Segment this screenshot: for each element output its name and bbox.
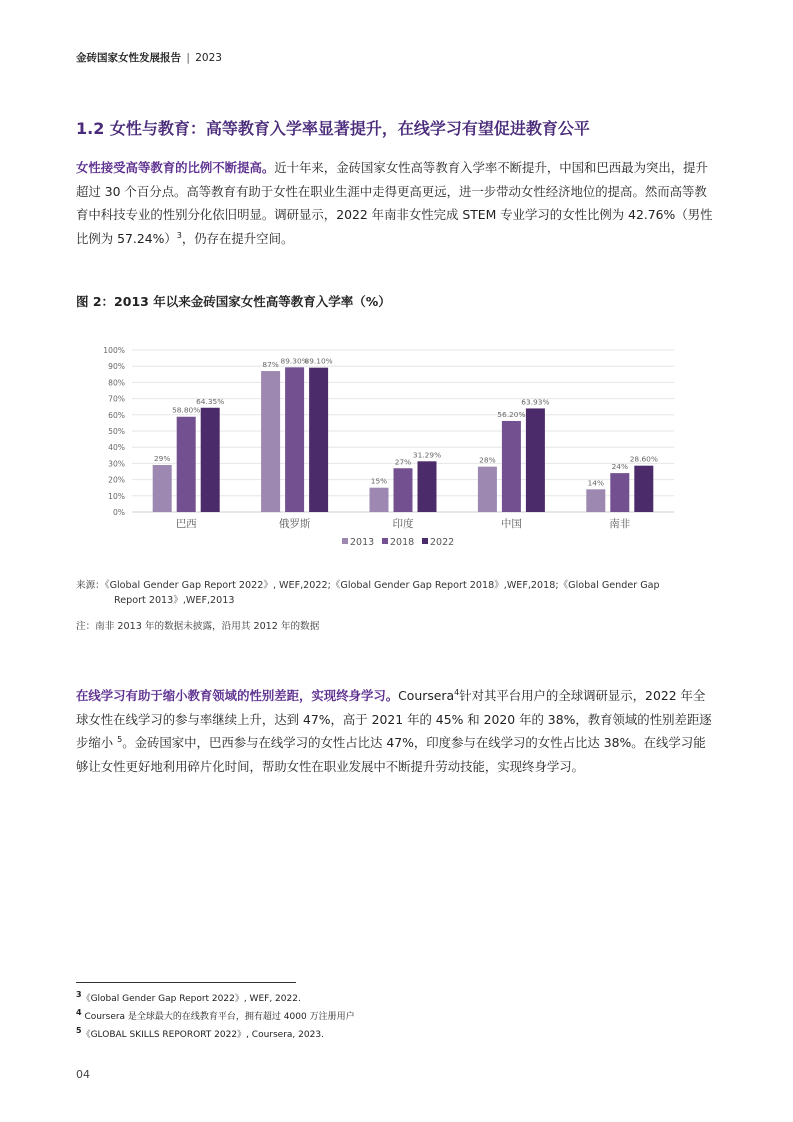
paragraph-coursera: Coursera xyxy=(398,688,455,703)
y-tick-label: 10% xyxy=(108,491,125,501)
source-line-2: Report 2013》,WEF,2013 xyxy=(114,595,235,606)
chart-bar xyxy=(285,367,304,512)
footnote-text: 《Global Gender Gap Report 2022》, WEF, 2022. xyxy=(81,994,301,1004)
chart-bar xyxy=(309,368,328,512)
footnote-divider xyxy=(76,982,296,983)
page-header xyxy=(76,50,222,65)
chart-bar xyxy=(394,468,413,512)
legend-swatch xyxy=(342,538,348,544)
y-tick-label: 20% xyxy=(108,475,125,485)
data-label: 29% xyxy=(153,454,171,464)
chart-bar xyxy=(586,489,605,512)
y-tick-label: 70% xyxy=(108,394,125,404)
paragraph-tail: 。金砖国家中，巴西参与在线学习的女性占比达 47%，印度参与在线学习的女性占比达 38%。在线学习能够让女性更好地利用碎片化时间，帮助女性在职业发展中不断提升劳动技能，实现终身学习。 xyxy=(76,735,706,774)
data-label: 15% xyxy=(370,476,388,486)
header-separator: | xyxy=(186,52,190,64)
footnote-text: Coursera 是全球最大的在线教育平台，拥有超过 4000 万注册用户 xyxy=(81,1012,355,1022)
legend-swatch xyxy=(422,538,428,544)
y-tick-label: 60% xyxy=(108,410,125,420)
chart-bar xyxy=(502,421,521,512)
chart-legend xyxy=(342,537,454,548)
paragraph-tail: ，仍存在提升空间。 xyxy=(181,230,294,246)
chart-bar xyxy=(526,408,545,512)
data-label: 63.93% xyxy=(521,397,550,407)
y-tick-label: 40% xyxy=(108,443,125,453)
chart-bar xyxy=(610,473,629,512)
paragraph-online-learning xyxy=(76,684,716,778)
category-label: 印度 xyxy=(392,518,414,530)
footnote-ref-3[interactable]: 3 xyxy=(176,230,182,240)
y-tick-label: 50% xyxy=(108,427,125,436)
data-label: 31.29% xyxy=(412,450,442,460)
paragraph-body: 针对其平台用户的全球调研显示，2022 年全球女性在线学习的参与率继续上升，达到 47%，高于 2021 年的 45% 和 2020 年的 38%，教育领域的性别差距逐步缩小 xyxy=(76,688,712,750)
y-tick-label: 0% xyxy=(112,508,125,517)
section-title: 1.2 女性与教育：高等教育入学率显著提升，在线学习有望促进教育公平 xyxy=(76,119,590,138)
legend-label: 2022 xyxy=(430,537,455,548)
chart-bar xyxy=(261,371,280,512)
data-label: 28% xyxy=(479,455,496,465)
chart-bar xyxy=(201,408,220,512)
chart-bars xyxy=(153,367,654,512)
footnotes xyxy=(76,988,355,1042)
data-label: 89.10% xyxy=(304,356,333,366)
data-label: 89.30% xyxy=(280,356,309,366)
chart-bar xyxy=(177,417,196,512)
footnote-number: 3 xyxy=(76,990,82,999)
category-label: 巴西 xyxy=(175,518,197,530)
data-label: 24% xyxy=(611,462,629,472)
category-label: 南非 xyxy=(609,518,631,530)
chart-source xyxy=(76,578,716,608)
footnote-ref-4[interactable]: 4 xyxy=(454,687,460,697)
paragraph-lead: 在线学习有助于缩小教育领域的性别差距，实现终身学习。 xyxy=(76,688,399,703)
paragraph-lead: 女性接受高等教育的比例不断提高。 xyxy=(76,160,275,175)
chart-bar xyxy=(418,461,437,512)
page-number: 04 xyxy=(76,1068,90,1081)
chart-bar xyxy=(370,488,389,512)
chart-category-labels xyxy=(176,517,631,530)
footnote-4 xyxy=(76,1006,355,1024)
data-label: 28.60% xyxy=(629,454,658,464)
data-label: 14% xyxy=(587,478,605,488)
figure-title: 图 2：2013 年以来金砖国家女性高等教育入学率（%） xyxy=(76,294,391,309)
data-label: 87% xyxy=(262,360,279,370)
data-label: 58.80% xyxy=(172,405,201,415)
data-label: 56.20% xyxy=(497,409,526,419)
report-title: 金砖国家女性发展报告 xyxy=(76,52,181,64)
source-line-1: 来源：《Global Gender Gap Report 2022》, WEF,2022;《Global Gender Gap Report 2018》,WEF,2018;《Global Gender Gap xyxy=(76,580,660,591)
legend-label: 2018 xyxy=(390,537,415,548)
chart-bar xyxy=(478,467,497,512)
legend-label: 2013 xyxy=(350,537,375,548)
chart-data-labels xyxy=(154,356,658,487)
chart-bar xyxy=(634,466,653,512)
legend-swatch xyxy=(382,538,388,544)
report-year: 2023 xyxy=(195,52,222,64)
footnote-number: 5 xyxy=(76,1026,82,1035)
footnote-3 xyxy=(76,988,355,1006)
data-label: 27% xyxy=(394,457,412,467)
y-tick-label: 100% xyxy=(103,346,125,355)
paragraph-education xyxy=(76,156,716,250)
category-label: 俄罗斯 xyxy=(278,518,311,530)
footnote-text: 《GLOBAL SKILLS REPORORT 2022》, Coursera, 2023. xyxy=(81,1030,324,1040)
footnote-ref-5[interactable]: 5 xyxy=(117,734,123,744)
footnote-number: 4 xyxy=(76,1008,82,1017)
data-label: 64.35% xyxy=(196,396,225,406)
y-tick-label: 90% xyxy=(108,362,125,372)
paragraph-body: 近十年来，金砖国家女性高等教育入学率不断提升，中国和巴西最为突出，提升超过 30 个百分点。高等教育有助于女性在职业生涯中走得更高更远，进一步带动女性经济地位的提高。然而高等教育中科技专业的性别分化依旧明显。调研显示，2022 年南非女性完成 STEM 专业学习的女性比例为 42.76%（男性比例为 57.24%） xyxy=(76,160,713,246)
chart-y-ticks xyxy=(103,346,125,517)
enrollment-bar-chart xyxy=(96,336,676,558)
category-label: 中国 xyxy=(500,518,522,530)
chart-bar xyxy=(153,465,172,512)
footnote-5 xyxy=(76,1024,355,1042)
y-tick-label: 30% xyxy=(108,459,125,469)
chart-note: 注：南非 2013 年的数据未披露，沿用其 2012 年的数据 xyxy=(76,621,320,632)
y-tick-label: 80% xyxy=(108,378,125,388)
